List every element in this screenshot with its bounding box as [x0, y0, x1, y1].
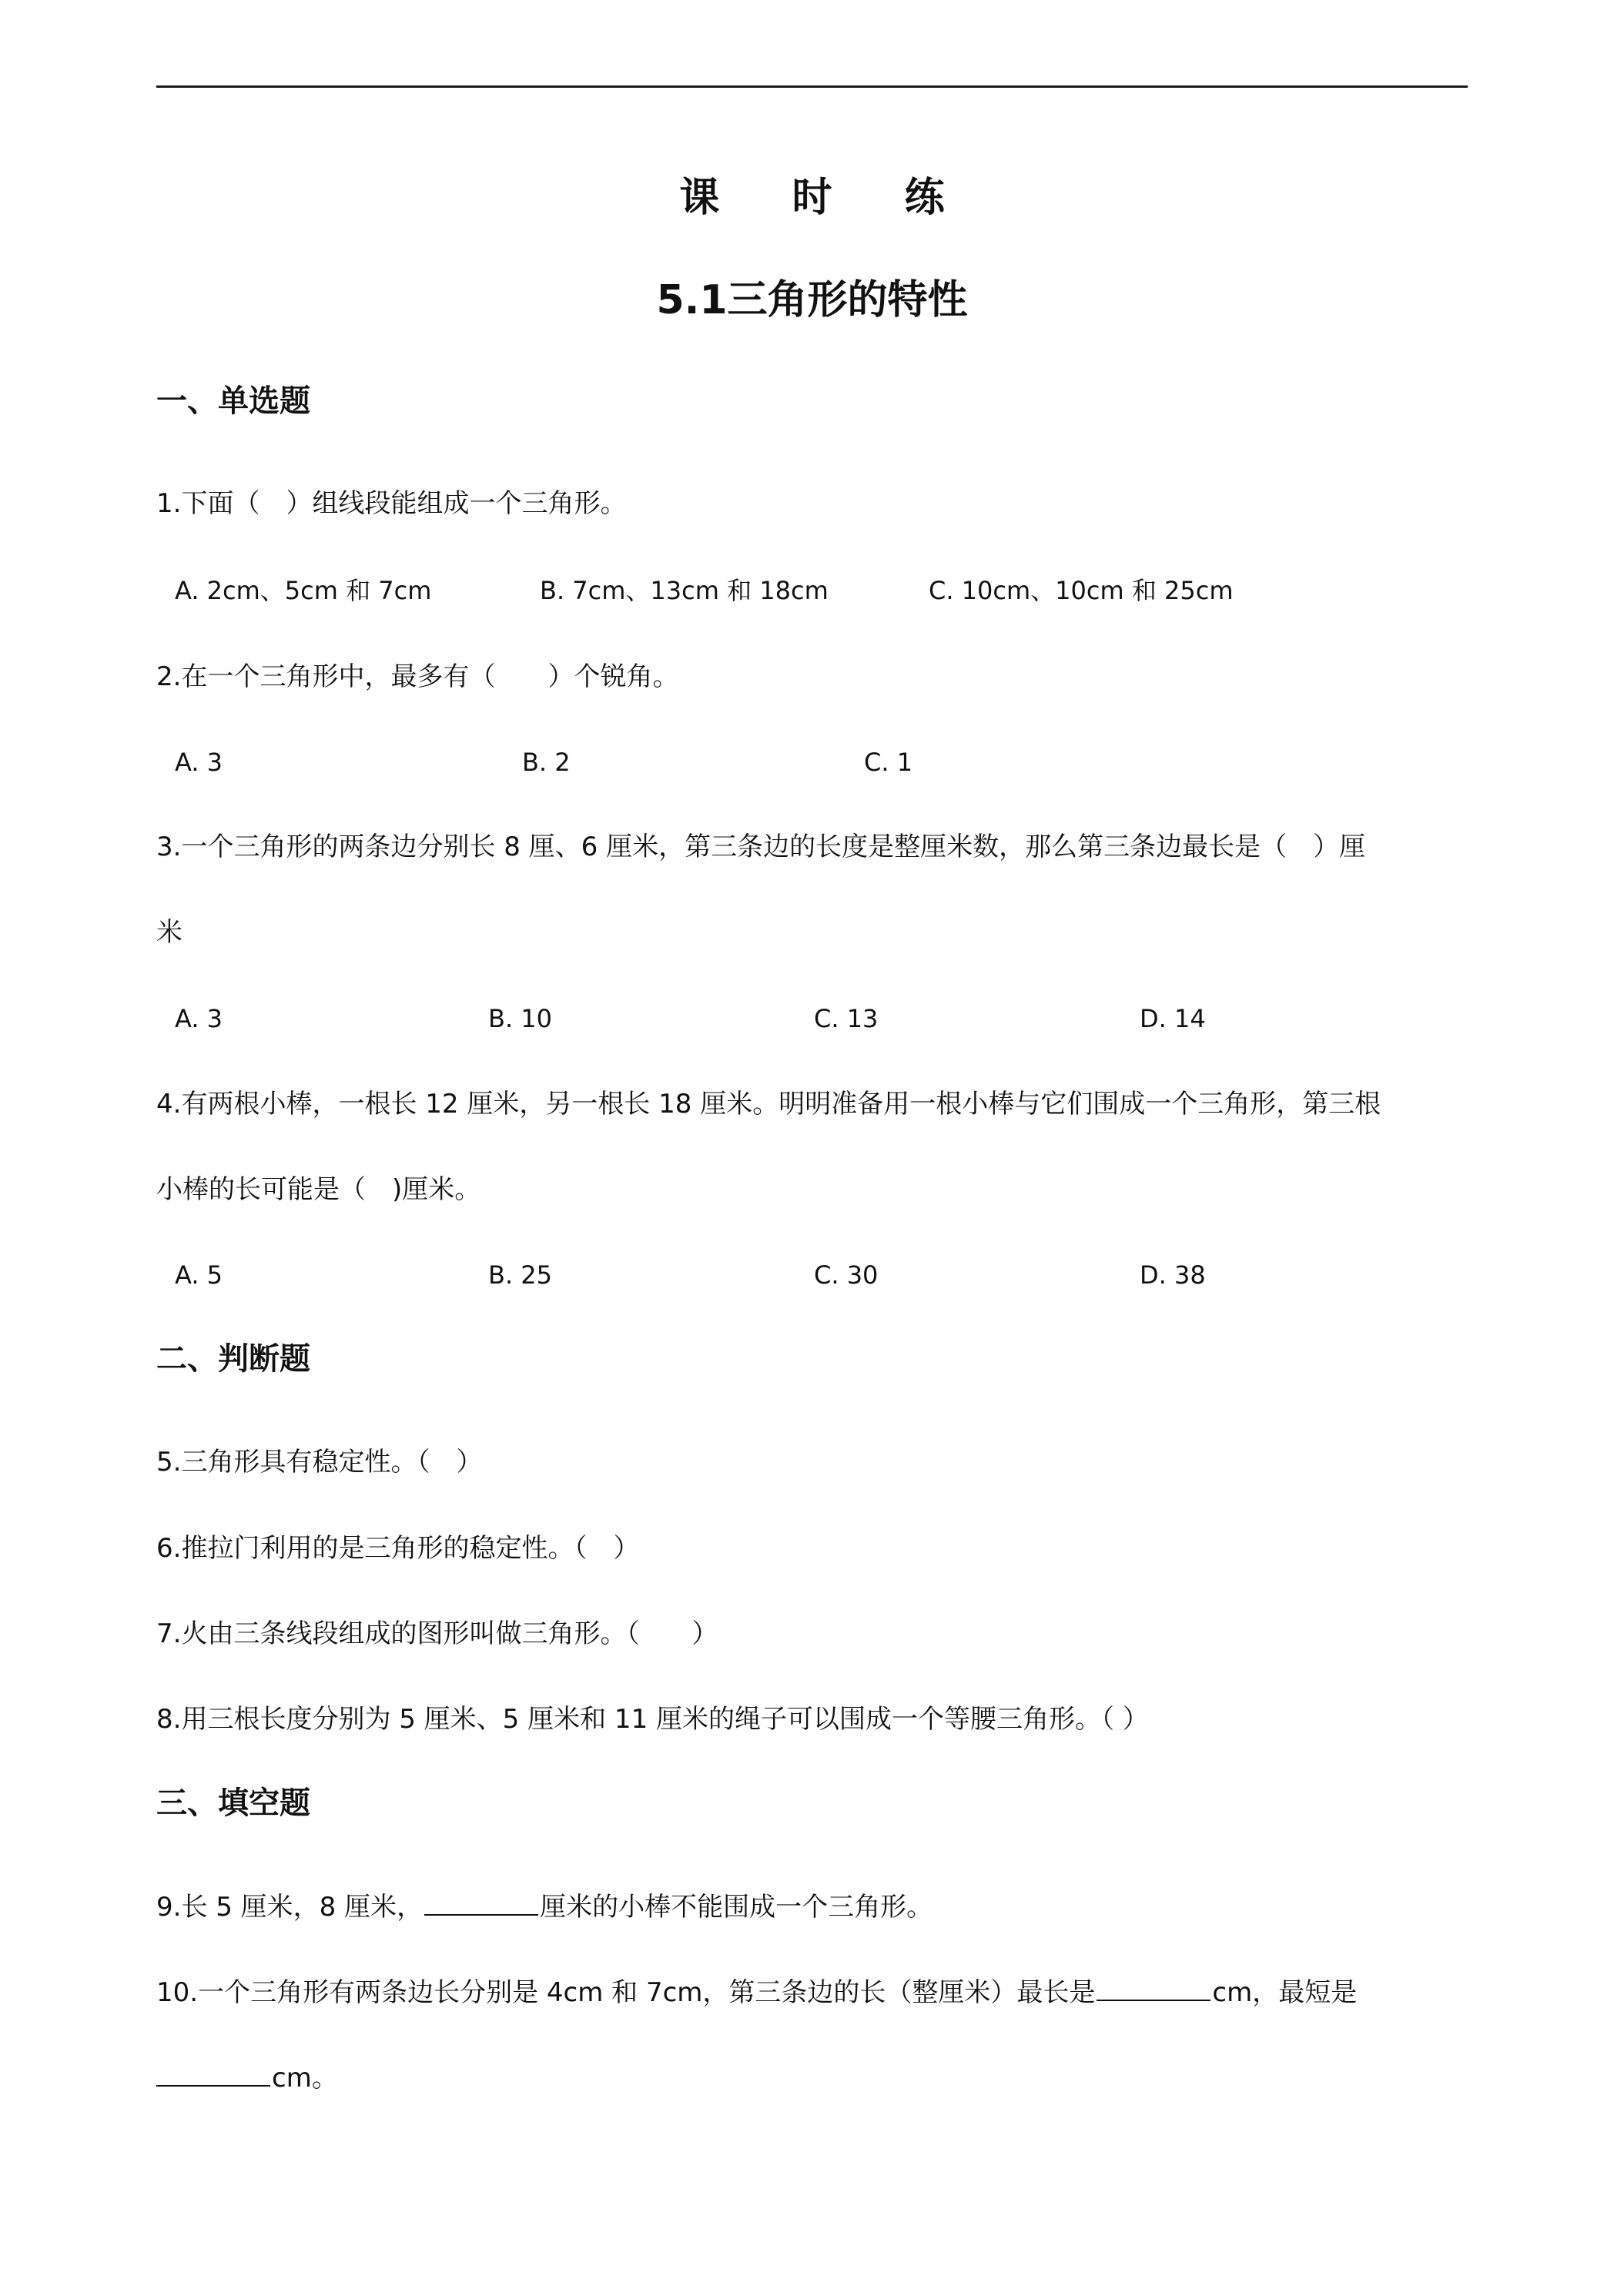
q3-option-a: A. 3	[175, 1004, 223, 1033]
q4-option-c: C. 30	[814, 1260, 879, 1290]
q9-answer-blank[interactable]	[424, 1891, 538, 1916]
section-heading-fill-in: 三、填空题	[156, 1786, 310, 1821]
question-5: 5.三角形具有稳定性。（ ）	[156, 1447, 483, 1478]
q4-option-b: B. 25	[488, 1260, 553, 1290]
question-3-line-2: 米	[156, 917, 182, 948]
q3-option-c: C. 13	[814, 1004, 879, 1033]
question-6: 6.推拉门利用的是三角形的稳定性。（ ）	[156, 1533, 640, 1564]
question-2: 2.在一个三角形中，最多有（ ）个锐角。	[156, 661, 679, 692]
q1-option-b: B. 7cm、13cm 和 18cm	[540, 576, 829, 605]
question-4-line-1: 4.有两根小棒，一根长 12 厘米，另一根长 18 厘米。明明准备用一根小棒与它们围成一个三角形，第三根	[156, 1089, 1381, 1120]
q1-option-a: A. 2cm、5cm 和 7cm	[175, 576, 432, 605]
question-8: 8.用三根长度分别为 5 厘米、5 厘米和 11 厘米的绳子可以围成一个等腰三角形。（ ）	[156, 1704, 1149, 1735]
question-1: 1.下面（ ）组线段能组成一个三角形。	[156, 488, 627, 519]
q10-text-after: cm。	[272, 2063, 338, 2094]
q10-text-middle: cm，最短是	[1212, 1977, 1358, 2008]
question-7: 7.火由三条线段组成的图形叫做三角形。（ ）	[156, 1618, 718, 1649]
q10-text-before: 10.一个三角形有两条边长分别是 4cm 和 7cm，第三条边的长（整厘米）最长是	[156, 1977, 1096, 2008]
question-3-line-1: 3.一个三角形的两条边分别长 8 厘、6 厘米，第三条边的长度是整厘米数，那么第三条边最长是（ ）厘	[156, 832, 1366, 862]
q1-option-c: C. 10cm、10cm 和 25cm	[929, 576, 1234, 605]
page-subtitle: 5.1三角形的特性	[656, 277, 968, 323]
q3-option-d: D. 14	[1140, 1004, 1206, 1033]
q10-answer-blank-shortest[interactable]	[156, 2062, 270, 2087]
q2-option-b: B. 2	[522, 748, 571, 777]
q9-text-before: 9.长 5 厘米，8 厘米，	[156, 1892, 424, 1923]
q2-option-c: C. 1	[864, 748, 913, 777]
page-title: 课 时 练	[679, 175, 974, 221]
question-10-line-1	[156, 1974, 1473, 2011]
q4-option-d: D. 38	[1140, 1260, 1206, 1290]
q3-option-b: B. 10	[488, 1004, 553, 1033]
section-heading-single-choice: 一、单选题	[156, 383, 310, 419]
q10-answer-blank-longest[interactable]	[1097, 1976, 1210, 2001]
question-10-line-2	[156, 2060, 1473, 2097]
question-4-line-2: 小棒的长可能是（ )厘米。	[156, 1174, 481, 1205]
q2-option-a: A. 3	[175, 748, 223, 777]
question-9	[156, 1889, 1473, 1926]
q4-option-a: A. 5	[175, 1260, 223, 1290]
q9-text-after: 厘米的小棒不能围成一个三角形。	[540, 1892, 933, 1923]
header-rule	[156, 85, 1468, 88]
section-heading-true-false: 二、判断题	[156, 1341, 310, 1377]
